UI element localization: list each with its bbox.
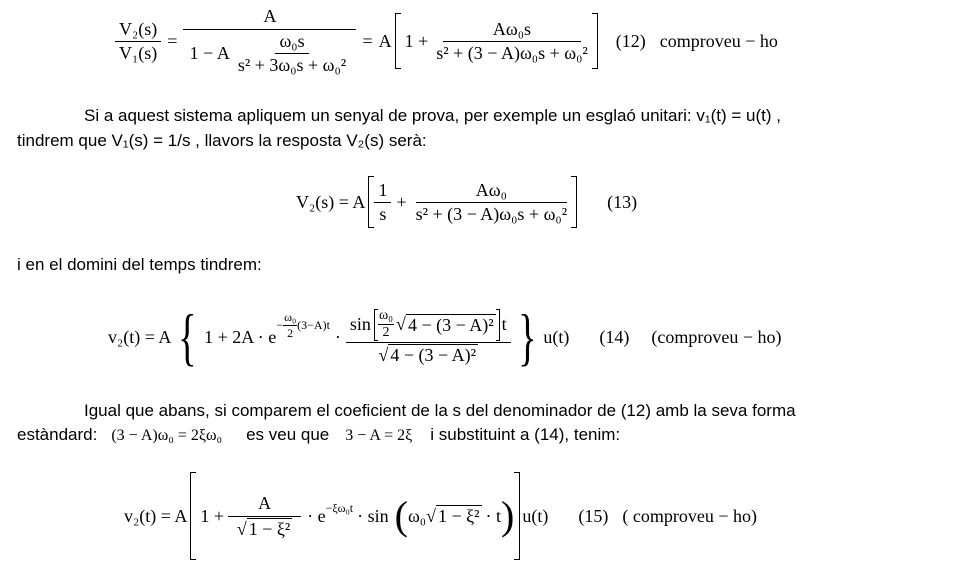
eq12-middle-denominator: [186, 30, 355, 76]
eq12-lhs-denominator: V₁(s): [119, 42, 158, 63]
eq15-number: (15): [578, 505, 609, 526]
para3-line1: Igual que abans, si comparem el coeficient de la s del denominador de (12) amb la seva forma: [84, 401, 796, 420]
eq15-exp-part: · e: [307, 505, 326, 526]
eq14-dot: ·: [334, 326, 341, 347]
eq12-rhs-numerator: Aω₀s: [443, 19, 581, 42]
eq12-inner-denominator: s² + 3ω₀s + ω₀²: [237, 55, 347, 75]
eq14-right-brace: }: [517, 301, 537, 372]
eq15-fraction: [228, 493, 301, 540]
eq13-lhs: V₂(s) = A: [296, 191, 366, 212]
eq14-sin-fraction: [346, 308, 511, 366]
eq12-rhs-prefix: A: [378, 30, 392, 51]
eq15-sin-part: · sin: [357, 505, 389, 526]
eq14-sin-word: sin: [349, 314, 371, 334]
eq15-right-bracket: [514, 472, 520, 560]
eq12-note: comproveu − ho: [659, 30, 778, 51]
eq13-number: (13): [607, 191, 638, 212]
para2-line1: i en el domini del temps tindrem:: [17, 255, 262, 274]
eq15-exponent: −ξω₀t: [325, 500, 354, 515]
eq12-rhs-one: 1 +: [404, 30, 429, 51]
para3-math-2: 3 − A = 2ξ: [345, 427, 413, 444]
eq13-f1-denominator: s: [379, 203, 387, 224]
eq14-sin-frac-num: ω₀: [378, 308, 394, 323]
eq13-f1-numerator: 1: [374, 180, 391, 203]
eq12-lhs-numerator: V₂(s): [115, 19, 161, 42]
eq13-plus: +: [396, 191, 407, 212]
eq14-sin-right-bracket: [496, 309, 500, 341]
eq14-note: (comproveu − ho): [651, 326, 782, 347]
eq12-equals-1: =: [167, 30, 178, 51]
eq14-sin-t: t: [501, 314, 507, 334]
eq14-exp-fraction: [283, 310, 297, 341]
eq15-arg-omega: ω₀: [407, 505, 427, 526]
eq14-term1: 1 + 2A · e: [204, 326, 277, 347]
eq13-right-bracket: [571, 176, 577, 228]
eq14-sin-denominator: √ 4 − (3 − A)²: [378, 345, 477, 365]
para3-line2: [17, 425, 620, 445]
para1-line1: Si a aquest sistema apliquem un senyal de prova, per exemple un esglaó unitari: v₁(t) = u(t) ,: [84, 106, 781, 125]
eq14-lhs: v₂(t) = A: [108, 326, 172, 347]
eq13-fraction-1: [374, 180, 391, 225]
eq14-left-brace: {: [178, 301, 197, 372]
para3-substituint: i substituint a (14), tenim:: [430, 425, 621, 444]
para3-es-veu-que: es veu que: [246, 425, 330, 444]
eq15-denominator: √ 1 − ξ²: [236, 518, 291, 539]
eq12-right-bracket: [592, 13, 598, 69]
equation-14: [108, 300, 782, 374]
eq12-middle-fraction: [183, 6, 356, 76]
eq14-den-radicand: 4 − (3 − A)²: [390, 345, 477, 365]
eq12-lhs-fraction: [115, 19, 161, 64]
eq14-exp-frac-num: ω₀: [284, 309, 297, 324]
eq13-f2-denominator: s² + (3 − A)ω₀s + ω₀²: [415, 203, 568, 224]
equation-15: v₂(t) = A 1 + $\frac{A}{\text{√ 1 − ξ²}}$ · e $^{-\xi\omega_0t}$ · sin ( ω₀ √ 1 − ξ² · t ) u(t) (15) ( comproveu − ho): [124, 470, 757, 562]
eq15-arg-t: · t: [485, 505, 502, 526]
equation-13: [296, 174, 637, 230]
eq14-exponent: − ω₀ 2 (3−A)t: [276, 309, 330, 340]
eq14-exp-rest: (3−A)t: [297, 317, 330, 332]
eq14-sin-radicand: 4 − (3 − A)²: [407, 314, 494, 335]
eq15-ut: u(t): [522, 505, 549, 526]
para1-line2: tindrem que V₁(s) = 1/s , llavors la resposta V₂(s) serà:: [17, 131, 427, 150]
eq14-sin-numerator: sin $\frac{\text{ω₀}}{2}$ √ 4 − (3 − A)² t: [346, 308, 511, 343]
eq15-note: ( comproveu − ho): [622, 505, 757, 526]
eq15-right-paren: ): [501, 493, 515, 538]
eq14-number: (14): [599, 326, 630, 347]
eq15-lhs: v₂(t) = A: [124, 505, 188, 526]
eq14-sin-inner-fraction: [378, 308, 394, 341]
equation-12: [115, 6, 778, 76]
eq15-numerator: A: [228, 493, 301, 517]
eq12-number: (12): [615, 30, 646, 51]
eq12-inner-fraction: [234, 31, 350, 76]
eq15-left-paren: (: [394, 493, 408, 538]
eq15-left-bracket: [190, 472, 196, 560]
eq14-exp-frac-den: 2: [287, 325, 294, 340]
eq12-rhs-fraction: [432, 19, 592, 64]
eq13-fraction-2: [412, 180, 572, 225]
eq12-rhs-denominator: s² + (3 − A)ω₀s + ω₀²: [436, 42, 588, 63]
eq12-one-minus-a: 1 − A: [189, 43, 230, 63]
eq12-left-bracket: [395, 13, 401, 69]
eq14-sin-frac-den: 2: [382, 325, 390, 340]
eq14-ut: u(t): [543, 326, 570, 347]
eq12-middle-numerator: A: [183, 6, 356, 30]
para3-math-1: (3 − A)ω₀ = 2ξω₀: [111, 427, 223, 444]
eq15-den-radicand: 1 − ξ²: [248, 518, 291, 539]
eq12-equals-2: =: [362, 30, 373, 51]
eq15-one: 1 +: [200, 505, 225, 526]
eq13-f2-numerator: Aω₀: [416, 180, 567, 203]
eq15-arg-radicand: 1 − ξ²: [437, 506, 480, 526]
para3-estandard: estàndard:: [17, 425, 98, 444]
eq12-inner-numerator: ω₀s: [275, 31, 308, 54]
